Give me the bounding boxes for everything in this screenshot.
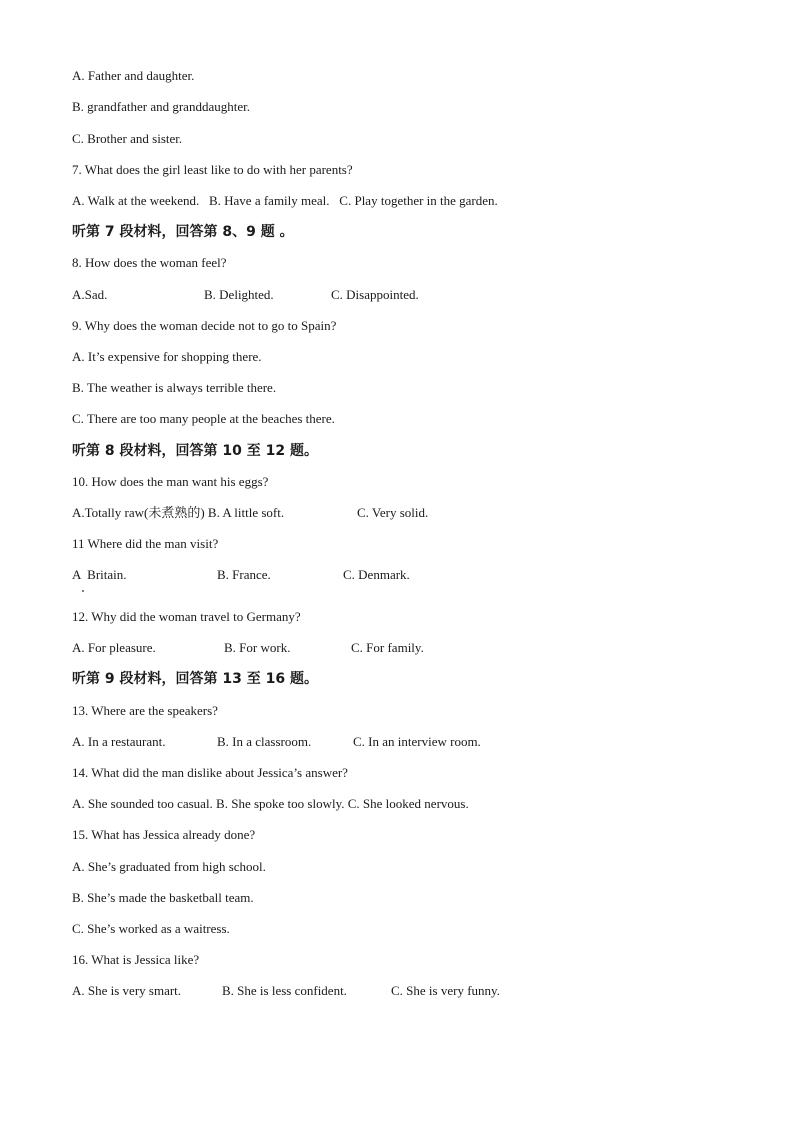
q11-option-c: C. Denmark. [343, 567, 410, 582]
q13-option-b: B. In a classroom. [217, 734, 312, 749]
q9-option-c: C. There are too many people at the beaches there. [72, 411, 335, 426]
q9-option-b: B. The weather is always terrible there. [72, 380, 277, 395]
q8-option-a: A.Sad. [72, 287, 108, 302]
question-11-options [72, 567, 672, 583]
q11-option-b: B. France. [217, 567, 271, 582]
q11-option-a: A Britain. [72, 567, 127, 582]
q13-option-a: A. In a restaurant. [72, 734, 166, 749]
q10-option-c: C. Very solid. [357, 505, 429, 520]
q16-option-c: C. She is very funny. [391, 983, 500, 998]
question-16-options [72, 983, 672, 999]
q9-option-a: A. It’s expensive for shopping there. [72, 349, 262, 364]
q6-option-b: B. grandfather and granddaughter. [72, 99, 250, 114]
q6-option-a: A. Father and daughter. [72, 68, 195, 83]
q15-option-c: C. She’s worked as a waitress. [72, 921, 230, 936]
question-8: 8. How does the woman feel? [72, 255, 227, 270]
q16-option-a: A. She is very smart. [72, 983, 182, 998]
question-14-options: A. She sounded too casual. B. She spoke too slowly. C. She looked nervous. [72, 796, 469, 811]
stray-dot [82, 590, 84, 592]
question-7-options: A. Walk at the weekend. B. Have a family meal. C. Play together in the garden. [72, 193, 498, 208]
question-13-options [72, 734, 672, 750]
question-12: 12. Why did the woman travel to Germany? [72, 609, 301, 624]
q16-option-b: B. She is less confident. [222, 983, 347, 998]
q8-option-b: B. Delighted. [204, 287, 274, 302]
q8-option-c: C. Disappointed. [331, 287, 419, 302]
question-15: 15. What has Jessica already done? [72, 827, 256, 842]
question-16: 16. What is Jessica like? [72, 952, 200, 967]
question-13: 13. Where are the speakers? [72, 703, 218, 718]
question-14: 14. What did the man dislike about Jessica’s answer? [72, 765, 348, 780]
section-8-heading: 听第 8 段材料，回答第 10 至 12 题。 [72, 443, 318, 459]
question-11: 11 Where did the man visit? [72, 536, 219, 551]
question-9: 9. Why does the woman decide not to go to Spain? [72, 318, 337, 333]
q12-option-c: C. For family. [351, 640, 424, 655]
section-7-heading: 听第 7 段材料，回答第 8、9 题 。 [72, 224, 294, 240]
section-9-heading: 听第 9 段材料，回答第 13 至 16 题。 [72, 671, 318, 687]
question-7: 7. What does the girl least like to do with her parents? [72, 162, 353, 177]
q6-option-c: C. Brother and sister. [72, 131, 183, 146]
q12-option-b: B. For work. [224, 640, 291, 655]
question-10-options [72, 505, 672, 521]
q10-option-ab: A.Totally raw(未煮熟的) B. A little soft. [72, 505, 285, 520]
q15-option-b: B. She’s made the basketball team. [72, 890, 254, 905]
q13-option-c: C. In an interview room. [353, 734, 481, 749]
q15-option-a: A. She’s graduated from high school. [72, 859, 266, 874]
question-12-options [72, 640, 672, 656]
question-10: 10. How does the man want his eggs? [72, 474, 269, 489]
q12-option-a: A. For pleasure. [72, 640, 156, 655]
question-8-options [72, 287, 672, 303]
